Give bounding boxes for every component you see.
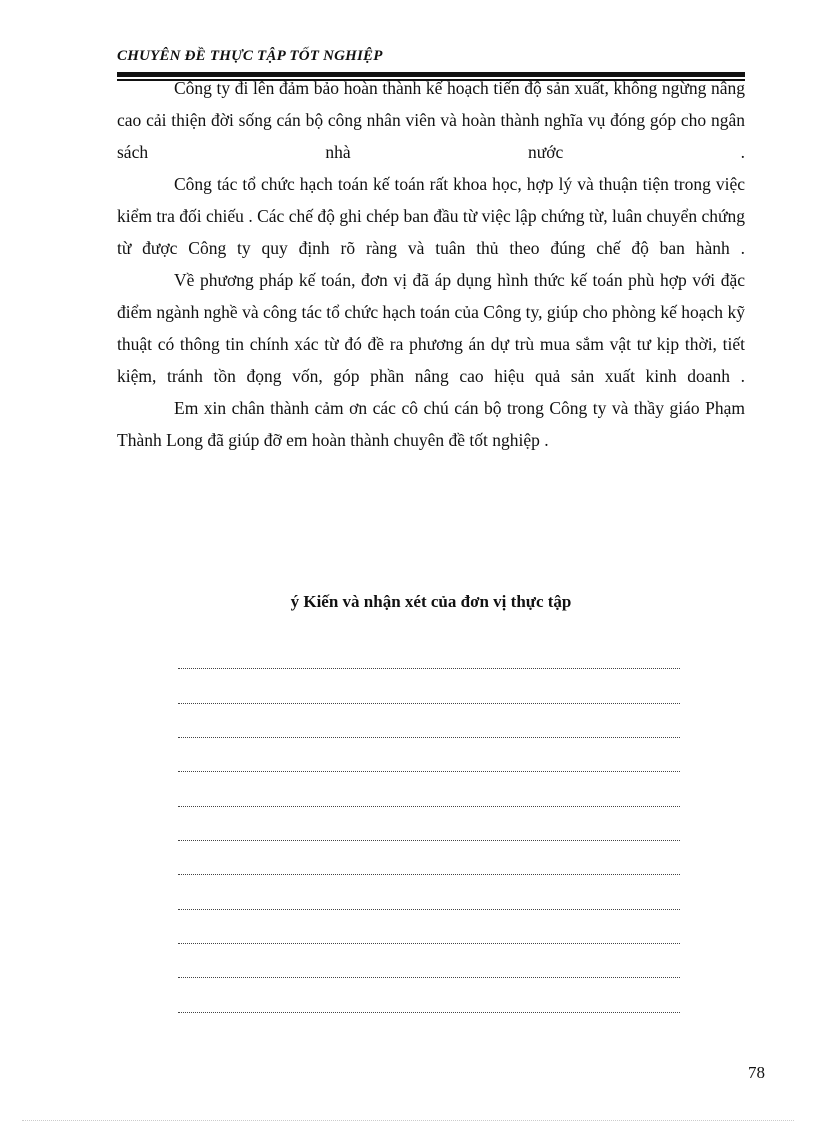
feedback-line — [178, 703, 680, 704]
paragraph-4: Em xin chân thành cảm ơn các cô chú cán bộ trong Công ty và thầy giáo Phạm Thành Long đã giúp đỡ em hoàn thành chuyên đề tốt nghiệp . — [117, 398, 745, 450]
paragraph-1: Công ty đi lên đảm bảo hoàn thành kế hoạch tiến độ sản xuất, không ngừng nâng cao cải thiện đời sống cán bộ công nhân viên và hoàn thành nghĩa vụ đóng góp cho ngân sách nhà nước . — [117, 78, 745, 162]
feedback-line — [178, 943, 680, 944]
feedback-line — [178, 771, 680, 772]
feedback-heading: ý Kiến và nhận xét của đơn vị thực tập — [290, 592, 572, 611]
paragraph-2: Công tác tổ chức hạch toán kế toán rất khoa học, hợp lý và thuận tiện trong việc kiểm tra đối chiếu . Các chế độ ghi chép ban đầu từ việc lập chứng từ, luân chuyển chứng từ được Công ty quy định rõ ràng và tuân thủ theo đúng chế độ ban hành . — [117, 174, 745, 258]
paragraph-3: Về phương pháp kế toán, đơn vị đã áp dụng hình thức kế toán phù hợp với đặc điểm ngành nghề và công tác tổ chức hạch toán của Công ty, giúp cho phòng kế hoạch kỹ thuật có thông tin chính xác từ đó đề ra phương án dự trù mua sắm vật tư kịp thời, tiết kiệm, tránh tồn đọng vốn, góp phần nâng cao hiệu quả sản xuất kinh doanh . — [117, 270, 745, 386]
feedback-line — [178, 977, 680, 978]
feedback-line — [178, 737, 680, 738]
page-bottom-rule — [22, 1120, 794, 1121]
feedback-line — [178, 806, 680, 807]
body-text — [117, 72, 745, 456]
page-number: 78 — [748, 1063, 765, 1082]
feedback-line — [178, 1012, 680, 1013]
feedback-line — [178, 668, 680, 669]
feedback-line — [178, 874, 680, 875]
feedback-line — [178, 909, 680, 910]
feedback-line — [178, 840, 680, 841]
document-header-title: CHUYÊN ĐỀ THỰC TẬP TỐT NGHIỆP — [117, 48, 383, 64]
